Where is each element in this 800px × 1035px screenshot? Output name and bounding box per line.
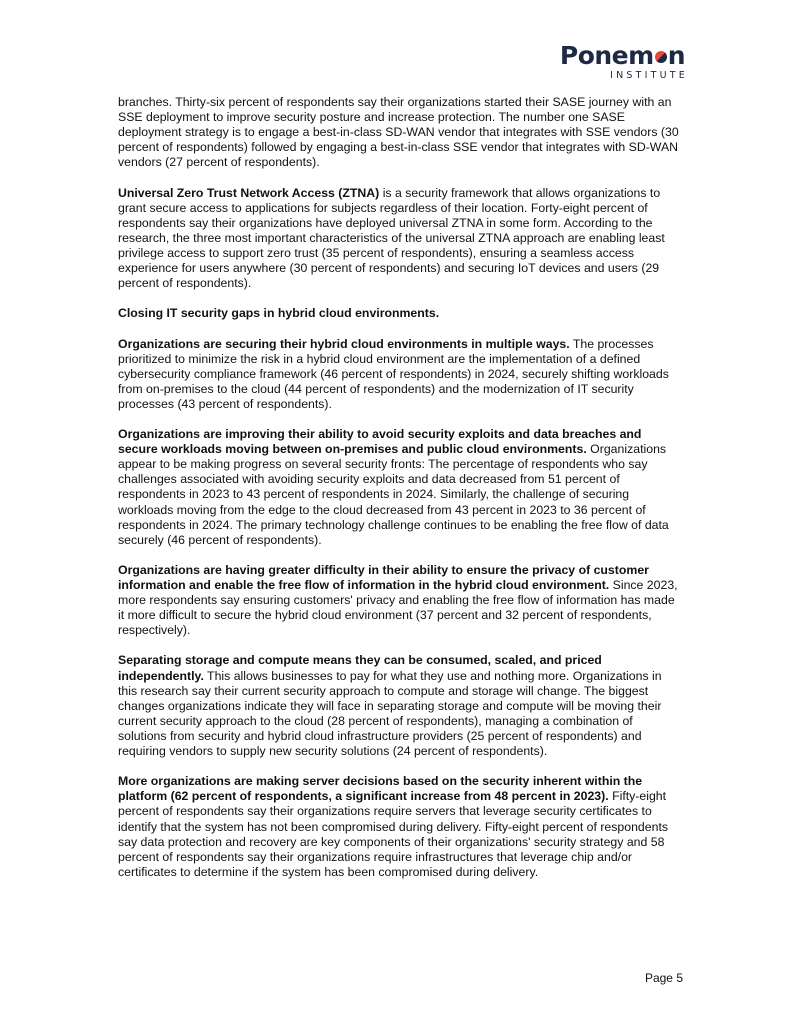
paragraph-lead: Organizations are improving their ability to avoid security exploits and data breaches and secure workloads moving between on-premises and public cloud environments. (118, 427, 642, 457)
paragraph-sase-journey (118, 95, 684, 170)
paragraph-text: Fifty-eight percent of respondents say their organizations require servers that leverage security certificates to identify that the system has not been compromised during delivery. Fifty-eight percent of respondents say data protection and recovery are key components of their organizations' security strategy and 58 percent of respondents say their organizations require infrastructures that leverage chip and/or certificates to determine if the system has been compromised during delivery. (118, 789, 669, 879)
paragraph-ztna (118, 186, 684, 292)
paragraph-lead: Universal Zero Trust Network Access (ZTNA) (118, 185, 380, 200)
paragraph-lead: Closing IT security gaps in hybrid cloud environments. (118, 306, 440, 321)
paragraph-text: Organizations appear to be making progress on several security fronts: The percentage of respondents who say challenges associated with avoiding security exploits and data decreased from 51 percent of respondents in 2023 to 43 percent of respondents in 2024. Similarly, the challenge of securing workloads moving from the edge to the cloud decreased from 43 percent in 2023 to 36 percent of respondents in 2024. The primary technology challenge continues to be enabling the free flow of data securely (46 percent of respondents). (118, 442, 669, 547)
paragraph-lead: More organizations are making server decisions based on the security inherent within the platform (62 percent of respondents, a significant increase from 48 percent in 2023). (118, 774, 643, 804)
paragraph-storage-compute (118, 653, 684, 759)
paragraph-lead: Organizations are securing their hybrid cloud environments in multiple ways. (118, 336, 570, 351)
paragraph-securing-hybrid-cloud (118, 337, 684, 412)
paragraph-server-decisions (118, 774, 684, 880)
page-body (118, 95, 684, 895)
paragraph-customer-privacy (118, 563, 684, 638)
paragraph-text: is a security framework that allows organizations to grant secure access to applications for subjects regardless of their location. Forty-eight percent of respondents say their organizations have deployed universal ZTNA in some form. According to the research, the three most important characteristics of the universal ZTNA approach are enabling least privilege access to support zero trust (35 percent of respondents), ensuring a seamless access experience for users anywhere (30 percent of respondents) and securing IoT devices and users (29 percent of respondents). (118, 185, 665, 291)
page-number: Page 5 (644, 971, 683, 985)
paragraph-text: branches. Thirty-six percent of respondents say their organizations started their SASE journey with an SSE deployment to improve security posture and increase protection. The number one SASE deployment strategy is to engage a best-in-class SD-WAN vendor that integrates with SSE vendors (30 percent of respondents) followed by engaging a best-in-class SSE vendor that integrates with SD-WAN vendors (27 percent of respondents). (118, 95, 679, 170)
logo-word-part1: Ponem (559, 41, 654, 70)
paragraph-text: This allows businesses to pay for what they use and nothing more. Organizations in this research say their current security approach to compute and storage will change. The biggest changes organizations indicate they will face in separating storage and compute will be moving their current security approach to the cloud (28 percent of respondents), managing a combination of solutions from security and hybrid cloud infrastructure providers (25 percent of respondents) and requiring vendors to supply new security solutions (24 percent of respondents). (118, 668, 662, 759)
section-heading-hybrid-cloud (118, 306, 684, 321)
logo-word-part2: n (667, 41, 685, 70)
ponemon-institute-logo (559, 41, 688, 82)
logo-wordmark (560, 42, 685, 70)
paragraph-text: The processes prioritized to minimize the risk in a hybrid cloud environment are the implementation of a defined cybersecurity compliance framework (46 percent of respondents) in 2024, securely shifting workloads from on-premises to the cloud (44 percent of respondents) and the modernization of IT security processes (43 percent of respondents). (118, 336, 669, 411)
logo-subtitle: INSTITUTE (610, 70, 688, 81)
paragraph-lead: Organizations are having greater difficulty in their ability to ensure the privacy of customer information and enable the free flow of information in the hybrid cloud environment. (118, 562, 649, 592)
paragraph-text: Since 2023, more respondents say ensuring customers' privacy and enabling the free flow of information has made it more difficult to secure the hybrid cloud environment (37 percent and 32 percent of respondents, respectively). (118, 578, 678, 638)
paragraph-security-exploits (118, 427, 684, 548)
paragraph-lead: Separating storage and compute means they can be consumed, scaled, and priced independently. (118, 653, 602, 683)
logo-dot-icon (655, 51, 667, 63)
